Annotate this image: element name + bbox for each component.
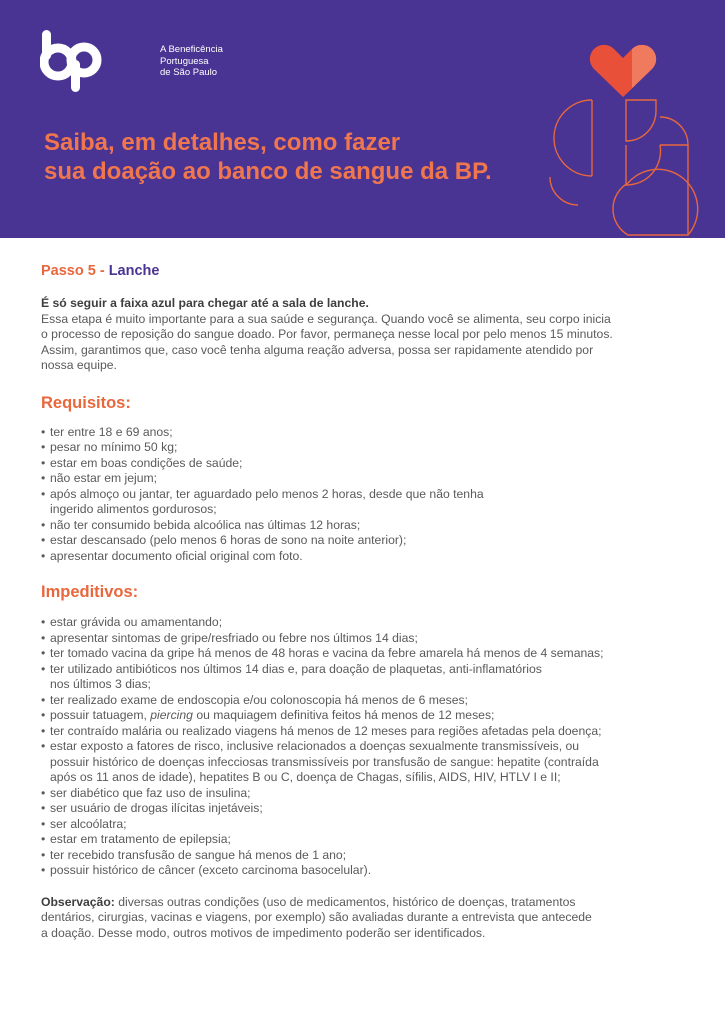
headline-line: sua doação ao banco de sangue da BP. [44, 158, 492, 185]
list-item-text: • possuir histórico de câncer (exceto carcinoma basocelular). [50, 863, 372, 877]
note-line: a doação. Desse modo, outros motivos de impedimento poderão ser identificados. [41, 925, 486, 940]
list-item [41, 518, 686, 534]
list-item [41, 631, 686, 647]
list-item-text: • ser usuário de drogas ilícitas injetáveis; [50, 801, 263, 815]
bp-logo-icon [40, 30, 102, 94]
tattoo-text-before: possuir tatuagem, [50, 708, 151, 722]
intro-paragraph [41, 296, 686, 374]
list-item-text: • ser diabético que faz uso de insulina; [50, 785, 251, 800]
org-name-line: A Beneficência [160, 44, 223, 55]
list-item-text: • ter contraído malária ou realizado viagens há menos de 12 meses para regiões afetadas pela doença; [50, 723, 602, 738]
list-item-text: • ser alcoólatra; [50, 816, 127, 831]
list-item-text: • estar em tratamento de epilepsia; [50, 832, 231, 846]
list-item-text: • ter entre 18 e 69 anos; [50, 424, 173, 439]
list-item [41, 848, 686, 864]
org-name-line: de São Paulo [160, 67, 218, 78]
list-item [41, 801, 686, 817]
list-item-text [50, 708, 686, 724]
list-item-text: possuir histórico de doenças infecciosas transmissíveis por transfusão de sangue: hepatite (contraída [50, 754, 599, 769]
list-item [41, 662, 686, 693]
list-item-text: • estar em boas condições de saúde; [50, 455, 243, 470]
list-item-text: • ter tomado vacina da gripe há menos de 48 horas e vacina da febre amarela há menos de 4 semanas; [50, 646, 604, 660]
list-item [41, 487, 686, 518]
list-item [41, 786, 686, 802]
note-label: Observação: [41, 894, 115, 909]
list-item-text: nos últimos 3 dias; [50, 677, 151, 691]
note-text: diversas outras condições (uso de medicamentos, histórico de doenças, tratamentos [114, 894, 576, 909]
requirements-title: Requisitos: [41, 393, 131, 412]
org-name-line: Portuguesa [160, 55, 209, 67]
list-item [41, 693, 686, 709]
note-line: dentários, cirurgias, vacinas e viagens, por exemplo) são avaliadas durante a entrevista que antecede [41, 910, 592, 924]
tattoo-text-italic: piercing [150, 708, 193, 722]
list-item [41, 615, 686, 631]
list-item [41, 708, 686, 724]
list-item-text: • ter utilizado antibióticos nos últimos 14 dias e, para doação de plaquetas, anti-inflamatórios [50, 661, 542, 676]
list-item [41, 832, 686, 848]
list-item [41, 549, 686, 565]
intro-lead: É só seguir a faixa azul para chegar até a sala de lanche. [41, 296, 369, 310]
step-title [41, 262, 686, 280]
list-item-text: • estar exposto a fatores de risco, inclusive relacionados a doenças sexualmente transmissíveis, ou [50, 739, 580, 753]
list-item-text: • estar grávida ou amamentando; [50, 615, 223, 629]
impediments-title: Impeditivos: [41, 583, 139, 601]
headline-line: Saiba, em detalhes, como fazer [44, 129, 401, 156]
impediments-list [41, 615, 686, 879]
list-item [41, 456, 686, 472]
header-banner [0, 0, 725, 238]
list-item [41, 425, 686, 441]
list-item [41, 440, 686, 456]
step-number: Passo 5 - [41, 263, 105, 279]
list-item [41, 646, 686, 662]
list-item-text: • ter recebido transfusão de sangue há menos de 1 ano; [50, 847, 347, 862]
list-item [41, 739, 686, 786]
list-item-text: ingerido alimentos gordurosos; [50, 502, 217, 516]
tattoo-text-after: ou maquiagem definitiva feitos há menos de 12 meses; [192, 708, 495, 722]
main-content [41, 262, 686, 941]
org-name [160, 44, 270, 79]
list-item [41, 863, 686, 879]
observation-note [41, 895, 686, 942]
list-item-text: após os 11 anos de idade), hepatites B ou C, doença de Chagas, sífilis, AIDS, HIV, HTLV I e II; [50, 770, 561, 784]
list-item-text: • após almoço ou jantar, ter aguardado pelo menos 2 horas, desde que não tenha [50, 486, 484, 501]
list-item [41, 817, 686, 833]
intro-line: Essa etapa é muito importante para a sua saúde e segurança. Quando você se alimenta, seu corpo inicia [41, 311, 611, 326]
list-item [41, 533, 686, 549]
heart-outline-decoration-icon [520, 35, 700, 238]
list-item-text: • não ter consumido bebida alcoólica nas últimas 12 horas; [50, 517, 361, 532]
list-item-text: • apresentar sintomas de gripe/resfriado ou febre nos últimos 14 dias; [50, 630, 418, 645]
list-item-text: • apresentar documento oficial original com foto. [50, 548, 303, 563]
note-line [41, 895, 686, 911]
step-name: Lanche [108, 263, 160, 279]
intro-line: nossa equipe. [41, 358, 117, 372]
requirements-list [41, 425, 686, 565]
list-item-text: • ter realizado exame de endoscopia e/ou colonoscopia há menos de 6 meses; [50, 692, 469, 707]
list-item [41, 471, 686, 487]
list-item-text: • pesar no mínimo 50 kg; [50, 440, 178, 454]
list-item-text: • estar descansado (pelo menos 6 horas de sono na noite anterior); [50, 533, 407, 547]
intro-line: Assim, garantimos que, caso você tenha alguma reação adversa, possa ser rapidamente atendido por [41, 342, 594, 357]
list-item [41, 724, 686, 740]
intro-line: o processo de reposição do sangue doado. Por favor, permaneça nesse local por pelo menos 15 minutos. [41, 327, 613, 341]
list-item-text: • não estar em jejum; [50, 471, 158, 485]
